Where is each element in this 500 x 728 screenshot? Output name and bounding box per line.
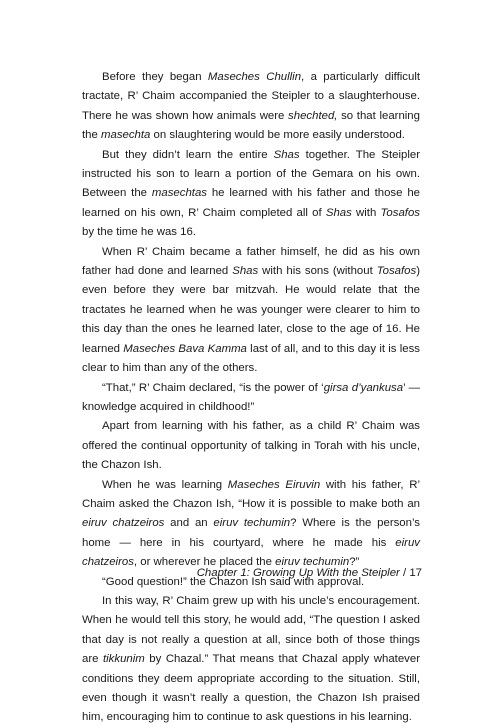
italic-term: eiruv techumin (275, 556, 350, 569)
paragraph (82, 146, 420, 243)
text-run: Before they began (102, 71, 208, 83)
text-run: with (351, 206, 381, 219)
page-number: 17 (409, 567, 422, 579)
text-run: When he was learning (102, 478, 228, 491)
footer-separator: / (399, 567, 410, 579)
text-run: he learned with his father and those he learned on his own, R’ Chaim completed all of (82, 187, 420, 219)
text-run: “Good question!” the Chazon Ish said with approval. (102, 575, 365, 588)
italic-term: tikkunim (102, 653, 145, 666)
italic-term: Shas (325, 206, 352, 219)
text-run: last of all, and to this day it is less clear to him than any of the others. (82, 342, 421, 375)
text-run: on slaughtering would be more easily understood. (150, 129, 405, 142)
paragraph (82, 417, 420, 475)
running-footer (197, 566, 422, 580)
text-run: ’ — knowledge acquired in childhood!” (82, 381, 420, 413)
text-run: , or wherever he placed the (133, 556, 276, 569)
text-run: so that learning the (82, 109, 420, 142)
italic-term: Tosafos (380, 206, 420, 219)
body-text (82, 68, 420, 728)
text-run: with his sons (without (258, 265, 377, 278)
text-run: by Chazal.” That means that Chazal apply whatever conditions they deem appropriate according to the situation. Still, even though it wasn’t really a question, the Chazon Ish praised him, encouraging him to continue to ask questions in his learning. (82, 653, 420, 724)
paragraph (82, 379, 420, 418)
text-run: When R’ Chaim became a father himself, he did as his own father had done and learned (82, 245, 420, 278)
italic-term: masechta (101, 129, 151, 142)
text-run: ? Where is the person’s home — here in his courtyard, where he made his (82, 517, 420, 549)
italic-term: girsa d’yankusa (323, 381, 404, 394)
italic-term: Shas (232, 265, 259, 278)
paragraph (82, 476, 420, 573)
italic-term: Maseches Eiruvin (227, 478, 321, 491)
italic-term: Maseches Chullin (207, 71, 302, 83)
text-run: and an (164, 517, 214, 530)
italic-term: masechtas (151, 187, 207, 200)
italic-term: eiruv techumin (213, 517, 291, 530)
text-run: “That,” R’ Chaim declared, “is the power of ‘ (102, 381, 324, 394)
italic-term: Tosafos (376, 265, 417, 278)
text-run: by the time he was 16. (82, 226, 196, 239)
text-run: with his father, R’ Chaim asked the Chazon Ish, “How it is possible to make both an (82, 478, 420, 510)
paragraph (82, 592, 420, 728)
paragraph (82, 68, 420, 146)
text-run: ?” (349, 556, 360, 569)
text-run: In this way, R’ Chaim grew up with his uncle’s encouragement. When he would tell this story, he would add, “The question I asked that day is not really a question at all, since both of those things are (82, 594, 420, 666)
paragraph (82, 243, 420, 379)
chapter-title: Chapter 1: Growing Up With the Steipler (196, 567, 400, 579)
text-run: But they didn’t learn the entire (102, 148, 274, 161)
italic-term: shechted, (288, 109, 338, 122)
italic-term: Maseches Bava Kamma (123, 342, 247, 355)
text-run: ) even before they were bar mitzvah. He would relate that the tractates he learned when he was younger were clearer to him to this day than the ones he learned later, close to the age of 16. He learned (82, 265, 420, 355)
text-run: , a particularly difficult tractate, R’ Chaim accompanied the Steipler to a slaughterhouse. There he was shown how animals were (82, 71, 421, 122)
italic-term: eiruv chatzeiros (82, 536, 420, 569)
italic-term: eiruv chatzeiros (82, 517, 165, 530)
text-run: Apart from learning with his father, as a child R’ Chaim was offered the continual opportunity of talking in Torah with his uncle, the Chazon Ish. (82, 420, 420, 472)
italic-term: Shas (273, 148, 300, 161)
text-run: together. The Steipler instructed his son to learn a portion of the Gemara on his own. Between the (82, 148, 420, 200)
